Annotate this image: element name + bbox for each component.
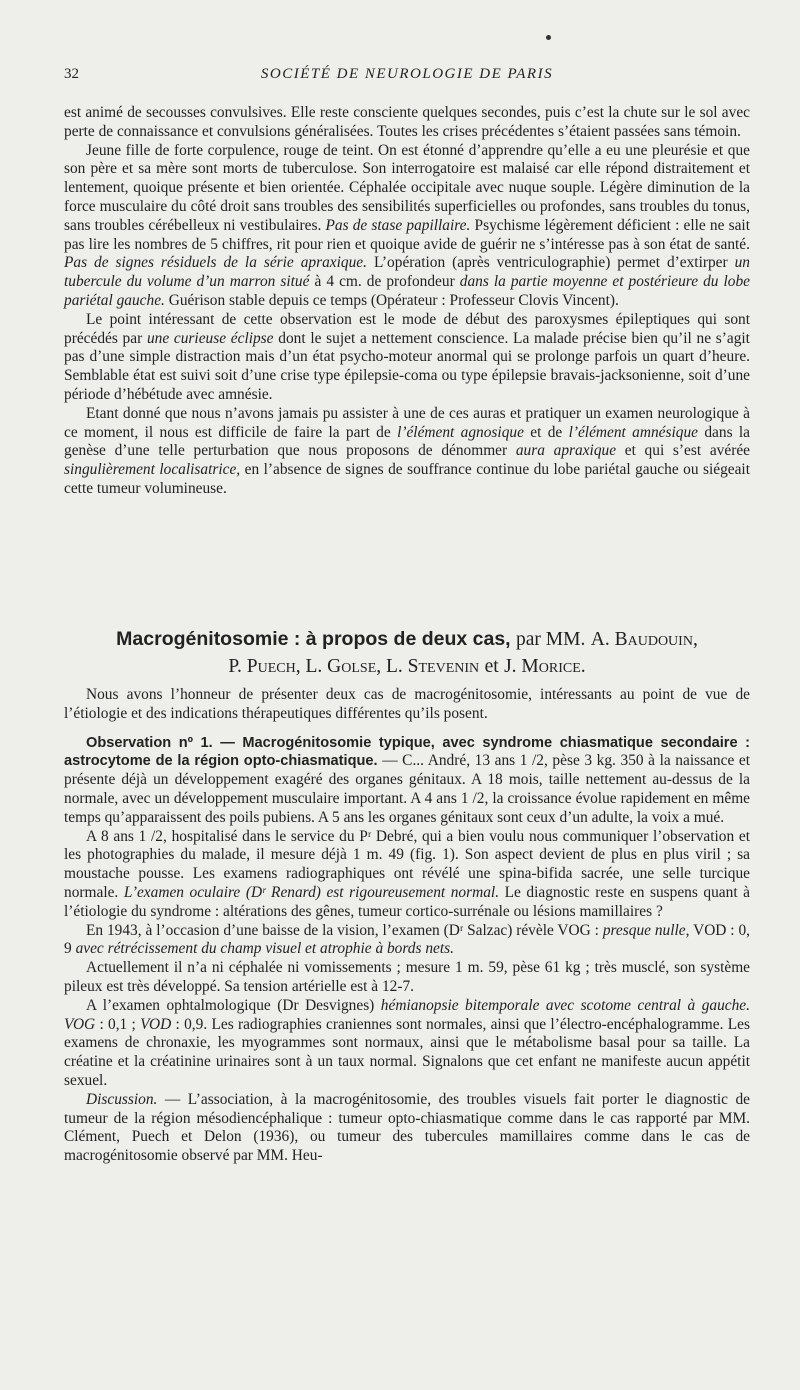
discussion-paragraph: Discussion. — L’association, à la macrogénitosomie, des troubles visuels fait porter le diagnostic de tumeur de la région mésodiencéphalique : tumeur opto-chiasmatique comme dans le cas rapporté par MM. Clément, Puech et Delon (1936), ou tumeur des tubercules mamillaires comme dans le cas de macrogénitosomie observé par MM. Heu- bbox=[64, 1090, 750, 1165]
title-line-1: Macrogénitosomie : à propos de deux cas, par MM. A. Baudouin, bbox=[116, 628, 698, 650]
page-header bbox=[64, 66, 750, 86]
article-title bbox=[64, 626, 750, 680]
running-title: SOCIÉTÉ DE NEUROLOGIE DE PARIS bbox=[260, 66, 554, 82]
paragraph-8: A l’examen ophtalmologique (Dr Desvignes) hémianopsie bitemporale avec scotome central à gauche. VOG : 0,1 ; VOD : 0,9. Les radiographies craniennes sont normales, ainsi que l’électro-encéphalogramme. Les examens de chronaxie, les myogrammes sont normaux, ainsi que le métabolisme basal pour sa taille. La créatine et la créatinine urinaires sont à un taux normal. Signalons que cet enfant ne manifeste aucun appétit sexuel. bbox=[64, 996, 750, 1089]
paragraph-6: En 1943, à l’occasion d’une baisse de la vision, l’examen (Dʳ Salzac) révèle VOG : presque nulle, VOD : 0, 9 avec rétrécissement du champ visuel et atrophie à bords nets. bbox=[64, 921, 750, 958]
paragraph-3: Le point intéressant de cette observation est le mode de début des paroxysmes épileptiques qui sont précédés par une curieuse éclipse dont le sujet a nettement conscience. La malade précise bien qu’il ne s’agit pas d’une simple distraction mais d’un état psycho-moteur anormal qui se prolonge parfois un quart d’heure. Semblable état est suivi soit d’une crise type épilepsie-coma ou type épilepsie bravais-jacksonienne, soit d’une période d’hébétude avec amnésie. bbox=[64, 310, 750, 403]
paragraph-1: est animé de secousses convulsives. Elle reste consciente quelques secondes, puis c’est la chute sur le sol avec perte de connaissance et convulsions généralisées. Toutes les crises précédentes s’étaient passées sans témoin. bbox=[64, 104, 750, 140]
ink-dot bbox=[546, 35, 551, 40]
page-number: 32 bbox=[64, 66, 79, 82]
continued-article bbox=[64, 104, 750, 499]
intro-paragraph: Nous avons l’honneur de présenter deux cas de macrogénitosomie, intéressants au point de vue de l’étiologie et des indications thérapeutiques différentes qu’ils posent. bbox=[64, 686, 750, 722]
title-line-2: P. Puech, L. Golse, L. Stevenin et J. Morice. bbox=[228, 656, 586, 677]
article-body bbox=[64, 686, 750, 1166]
paragraph-4: Etant donné que nous n’avons jamais pu assister à une de ces auras et pratiquer un examen neurologique à ce moment, il nous est difficile de faire la part de l’élément agnosique et de l’élément amnésique dans la genèse d’une telle perturbation que nous proposons de dénommer aura apraxique et qui s’est avérée singulièrement localisatrice, en l’absence de signes de souffrance continue du lobe pariétal gauche ou siégeait cette tumeur volumineuse. bbox=[64, 404, 750, 497]
paragraph-5: A 8 ans 1 /2, hospitalisé dans le service du Pʳ Debré, qui a bien voulu nous communiquer l’observation et les photographies du malade, il mesure déjà 1 m. 49 (fig. 1). Son aspect devient de plus en plus viril ; sa moustache pousse. Les examens radiographiques ont révélé une spina-bifida sacrée, une selle turcique normale. L’examen oculaire (Dʳ Renard) est rigoureusement normal. Le diagnostic reste en suspens quant à l’étiologie du syndrome : altérations des gênes, tumeur cortico-surrénale ou lésions mamillaires ? bbox=[64, 827, 750, 920]
paragraph-7: Actuellement il n’a ni céphalée ni vomissements ; mesure 1 m. 59, pèse 61 kg ; très musclé, son système pileux est très développé. Sa tension artérielle est à 12-7. bbox=[64, 959, 750, 995]
observation-heading: Observation nº 1. — Macrogénitosomie typique, avec syndrome chiasmatique secondaire : astrocytome de la région opto-chiasmatique. bbox=[64, 734, 750, 770]
observation-1: Observation nº 1. — Macrogénitosomie typique, avec syndrome chiasmatique secondaire : astrocytome de la région opto-chiasmatique. — C... André, 13 ans 1 /2, pèse 3 kg. 350 à la naissance et présente déjà un développement exagéré des organes génitaux. A 18 mois, taille nettement au-dessus de la normale, avec un développement musculaire important. A 4 ans 1 /2, la croissance évolue rapidement en même temps qu’apparaissent des poils pubiens. A 5 ans les organes génitaux sont ceux d’un adulte, la voix a mué. bbox=[64, 734, 750, 826]
paragraph-2: Jeune fille de forte corpulence, rouge de teint. On est étonné d’apprendre qu’elle a eu une pleurésie et que son père et sa mère sont morts de tuberculose. Son interrogatoire est malaisé car elle répond distraitement et lentement, quoique présente et bien orientée. Céphalée occipitale avec nuque souple. Légère diminution de la force musculaire du côté droit sans troubles des sensibilités superficielles ou profondes, sans troubles du tonus, sans troubles cérébelleux ni vestibulaires. Pas de stase papillaire. Psychisme légèrement déficient : elle ne sait pas lire les nombres de 5 chiffres, rit pour rien et quoique avide de guérir ne s’intéresse pas à son état de santé. Pas de signes résiduels de la série apraxique. L’opération (après ventriculographie) permet d’extirper un tubercule du volume d’un marron situé à 4 cm. de profondeur dans la partie moyenne et postérieure du lobe pariétal gauche. Guérison stable depuis ce temps (Opérateur : Professeur Clovis Vincent). bbox=[64, 141, 750, 309]
